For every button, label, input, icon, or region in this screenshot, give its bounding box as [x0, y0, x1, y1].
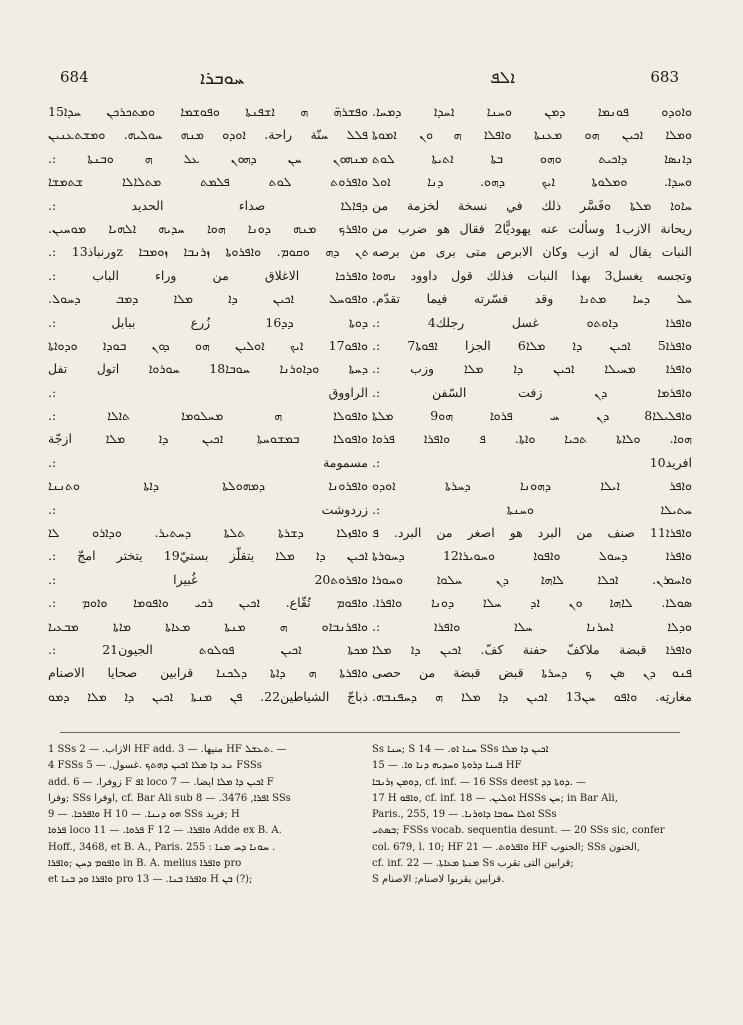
text-line: ܘܐܦܪܘܬ20 غُبيرا :. [48, 571, 368, 587]
text-line: ذباجّ الشياطين22. ܦܢ ܡܢܬܐ ܐܟܝܢ ܕܐ ܡܠܐ ܕܡܘ [48, 688, 368, 704]
footnote-line: Ss ܚܢܐ; S ܚܢܐ ܐܘ. — 14 SSs ܐܟܝܢ ܕܐ ܡܠܐ [372, 744, 549, 755]
footnote-line: وفرا; SSs اوفرا, cf. Bar Ali sub ܐܦܪܐ, 3476. — 8 SSs [48, 792, 291, 804]
text-line: ܘܐܦܪܟ ܡܢܗ ܕܘܢܐ ܗܘܐ ܚܕܝܗ ܐܠܗܝܐ ܡܘܚܝܢ. [48, 220, 368, 236]
text-line: ܡܢܗܘܢ ܚܢ ܕܗܘܢ ܥܠ ܗ ܘܒܢܬܐ :. [48, 150, 368, 166]
text-line: ܘܐܦܪܘܢܐ ܕܡܗܘܠܬܐ ܕܐܬܐ ܘܬܢܢܐ [48, 478, 368, 494]
footnote-line: Hoff., 3468, et B. A., Paris. 255 : ܚܘܢܐ ܕܚ ܡܢܐ . [48, 841, 276, 853]
footnote-line: 1 SSs الازاب. — 2 HF add. منيها. — 3 HF ܬܥܫܠ. — [48, 744, 287, 755]
footnote-line: Paris., 255, ܐܘܠܐ ܚܘܒܐ ܕܐܘܪܢܐ. — 19 SSs [372, 809, 557, 821]
text-line: ܣܘܠܐ. ܠܐܗܐ ܘܢ ܐܕ ܚܠܐ ܕܘܢܐ ܘܐܦܪܐ. [372, 595, 692, 611]
text-line: ܡܟܬܐ ܐܟܝܢ ܦܘܠܘܬ الجيون21 :. [48, 641, 368, 657]
text-line: ܘܐܦܘܡ تُقّاع. ܐܟܝܢ ܪܟܝ ܘܐܦܘܡܐ ܘܐܘܡ :. [48, 595, 368, 611]
text-line: ܗܘܐ. ܘܠܐܬܐ ܬܟܝܐ ܘܐܬܐ. ܦ ܘܐܦܪܐ ܦܪܘܐ [372, 431, 692, 447]
text-line: وتجسه يغسل3 بهذا النبات فذلك قول داوود ܢܗܘܐ [372, 267, 692, 283]
right-running-head: ܐܠܦ [490, 68, 516, 88]
footnote-line: ܘܐܦܪܟܐ. — 9 H ܗܘ ܕܢܢܐ. — 10 SSs فريد; H [48, 809, 240, 821]
text-line: ܘܐܦܠܝܠܐ8 ܕܢ ܚ ܦܪܘܐ ܗܘ9 ܡܠܬܐ [372, 408, 692, 424]
text-line: ܘܐܚܘܪܢ. ܐܟܠܐ ܠܐܗܐ ܕܢ ܚܠܘܐ ܘܚܘܪܐ [372, 571, 692, 587]
footnote-line: ܕܘܡܢ ܙܪܢܒܐ, cf. inf. — 16 SSs deest ܕܘܬܐ ܕܕ. — [372, 776, 587, 788]
left-text-column [48, 100, 368, 715]
footnote-line: 4 FSSs ܢܥ ܕܐ ܡܠܐ ܐܟܝܢ ܕܗܬܟ .غسول. — 5 FSSs [48, 760, 262, 772]
text-line: زردوشت :. [48, 501, 368, 517]
text-line: ܘܡܠܐ ܐܟܝܢ ܗܘ ܡܥܢܬܐ ܘܐܦܠܐ ܗ ܘܢ ܐܡܘܬܐ [372, 127, 692, 143]
text-line: النبات يقال له ازب وكان الابرص متى برى من برصه [372, 244, 692, 260]
footnote-line: ܒܣܬܝ; FSSs vocab. sequentia desunt. — 20 SSs sic, confer [372, 825, 665, 837]
footnote-line: ܦܪܘܐ loco ܦܪܘܐ. — 11 F ܘܐܦܪܐ. — 12 Adde ex B. A. [48, 825, 282, 837]
text-line: ܘܐܦܪܐ ܕܚܘܠ ܘܐܦܘܐ ܘܚܘܝܪܐ12 ܕܚܘܪܬܐ [372, 548, 692, 564]
left-page-number: 684 [60, 68, 89, 86]
text-line: ܘܐܘܕܘ ܦܘܢܡܐ ܕܡܢ ܘܚܢܐ ܐܚܕܐ ܕܡܚܐ. [372, 104, 692, 119]
text-line: ܘܐܦܪܢܒܐܘ ܗ ܡܢܬܐ ܡܥܐܬܐ ܡܐܬܐ ܡܒܥܝܐ [48, 618, 368, 634]
text-line: ܘܐܦܘܚܠ ܐܟܝܢ ܕܐ ܡܠܐ ܕܡܒ ܕܚܘܠ. [48, 291, 368, 307]
text-line: ܕܘܬܐ ܕܕ16 زُرع ببابل :. [48, 314, 368, 330]
text-line: ܘܐܦܪܐ ܡܚܝܠܐ ܐܟܝܢ ܕܐ ܡܠܐ وزب :. [372, 361, 692, 377]
text-line: ܘܐܦܘ17 ܐܝܟ ܐܘܠܝܢ ܗܘ ܕܘܢ ܒܘܕܐ ܘܕܘܐܬܐ [48, 337, 368, 353]
footnote-line: 17 H ܘܐܦܘ, cf. inf. ܐܘܠܝܢ. — 18 HSSs ܚܢ; in Bar Ali, [372, 792, 618, 804]
text-line: ܚܐܘܐ ܡܠܬܐ ܘفَسَّر ذلك في نسخة لخزمة من [372, 197, 692, 213]
text-line: ܚܠ ܕܚܐ ܡܬܢܐ وقد فسّرته فيما تقدّم. [372, 291, 692, 307]
text-line: ܦܢܘ ܕܢ ܣܢ ܟ ܕܚܪܬܐ قبض قبضة من حصى [372, 665, 692, 681]
text-line: ܘܕܠܐ ܐܚܪܢܐ ܚܠܐ ܘܐܦܪܐ :. [372, 618, 692, 634]
right-page-number: 683 [650, 68, 679, 86]
text-line: ܘܐܦܪܐ11 صنف من البرد هو اصغر من البرد. ܦ [372, 525, 692, 541]
text-line: ܕܦܐܠܐ صداء الحديد :. [48, 197, 368, 213]
text-line: ܚܬܝܠܐ ܘܚܢܬܐ :. [372, 501, 692, 517]
footnote-line: S قرابين يقربوا لاصنام; الاصنام. [372, 874, 505, 886]
left-running-head: ܚܘܒܪܐ [200, 68, 245, 89]
text-line: ريحانة الازب1 وسألت عنه يهوديًّا2 فقال هو ضرب من [372, 220, 692, 236]
text-line: ܘܦܫܪܗ̈ ܗ ܐܫܦܢܬܐ ܘܦܘܫܡܐ ܘܡܬܟܪܟܢ ܚܕܐ15 [48, 104, 368, 119]
text-line: ܘܐܦܙܠܐ ܕܫܪܬܐ ܬܠܬܐ ܕܚܬܝܪ. ܘܕܐܪܘ ܠܐ [48, 525, 368, 541]
text-line: ܬܢ ܕܗ ܘܩܘܡ. ܘܐܦܪܘܬܐ ܙܪܢܒܐ ܙܘܡܒܐ zورنباذ13 :. [48, 244, 368, 260]
footnote-line: et ܘܐܦܪܐ ܘܕ ܒܢܐ pro ܘܐܦܪܐ ܒܢܐ. — 13 H ܒܢ (?); [48, 874, 253, 886]
footnote-line: cf. inf. ܡܢܬܐ ܡܥܐܬܐ. — 22 Ss قرابين التى تقرب; [372, 858, 574, 870]
text-line: ܘܐܦܪܐ قبضة ملاكفّ حفنة كفّ. ܐܟܝܢ ܕܐ ܡܠܐ [372, 641, 692, 657]
text-line: ܘܐܦܪܟܐ الاغلاق من وراء الباب :. [48, 267, 368, 283]
footnote-divider [60, 732, 680, 733]
text-line: ܘܐܦܪܐ ܕܐܘܬܘ غسل رجلك4 :. [372, 314, 692, 330]
text-line: ܘܐܦܪܐ5 ܐܟܝܢ ܕܐ ܡܠܐ6 الجزا ܐܦܘܬܐ7 :. [372, 337, 692, 353]
text-line: افريد10 :. [372, 454, 692, 470]
footnote-line: ܘܐܦܘܡ ܕܚܢ ;ܘܐܦܪܐ in B. A. melius ܘܐܦܪܐ pro [48, 858, 242, 870]
text-line: ܘܐܦܪܬܐ ܗ ܕܐܬܐ ܕܠܟܢܐ قرابين صحايا الاصنام [48, 665, 368, 681]
text-line: ܘܐܦܪܡܐ ܕܢ زفت السّفن :. [372, 384, 692, 400]
footnote-line: col. 679, l. 10; HF ܘܐܦܪܘܬ. — 21 HF الجنوب; SSs الحنون, [372, 841, 640, 853]
text-line: الراووق :. [48, 384, 368, 400]
footnote-line: add. زوفرا. — 6 F ܐܦ loco ܐܟܝܢ ܕܐ ܡܠܐ ايضا. — 7 F [48, 776, 274, 788]
text-line: ܐܟܝܢ ܕܐ ܡܠܐ يتقلّز بستيّ19 يتختر امجّ :. [48, 548, 368, 564]
text-line: ܦܠܠ ܚنّة راحة. ܐܘܕܘ ܡܢܗ ܚܘܠܝܗ. ܘܡܫܬܥܢܝܢ [48, 127, 368, 143]
text-line: مسمومة :. [48, 454, 368, 470]
text-line: ܘܐܦܘܠܐ ܒܡܫܘܚܬܐ ܐܟܝܢ ܕܐ ܡܠܐ ازجّة [48, 431, 368, 447]
right-footnotes [372, 742, 682, 922]
text-line: ܘܚܕܐ. ܘܡܠܘܬܐ ܐܝܟ ܕܗܘ. ܕܢܐ ܐܘܠ [372, 174, 692, 190]
right-text-column [372, 100, 692, 715]
text-line: ܘܐܦܘܠܐ ܗ ܡܚܠܘܡܐ ܬܐܠܐ :. [48, 408, 368, 424]
text-line: ܕܚܬܐ ܘܕܐܘܪܢܐ ܚܘܒܐ18 ܚܘܪܘܐ اتول تفل [48, 361, 368, 377]
left-footnotes [48, 742, 358, 922]
text-line: ܘܐܦܪ ܐܝܠܐ ܕܗܘܢܐ ܕܚܪܬܐ ܐܘܕܘ [372, 478, 692, 494]
footnote-line: ܦܝܢܐ ܕܪܘܬܐ ܘܚܕܝܗ ܕܢܐ ܘܐ. — 15 HF [372, 760, 522, 772]
text-line: مغارتِه. ܘܐܦܘ ܚܢ13 ܐܟܝܢ ܕܐ ܡܠܐ ܗ ܕܚܦܢܒܗ. [372, 688, 692, 704]
text-line: ܕܐܢܣܐ ܕܐܟܝܬ ܘܗܘ ܒܬܐ ܐܬܝܬܐ ܠܘܬ [372, 150, 692, 166]
text-line: ܘܐܦܪܘܬ ܠܘܬ ܦܠܡܬ ܡܬܠܐܠܐ ܫܬܡܫܐ [48, 174, 368, 190]
